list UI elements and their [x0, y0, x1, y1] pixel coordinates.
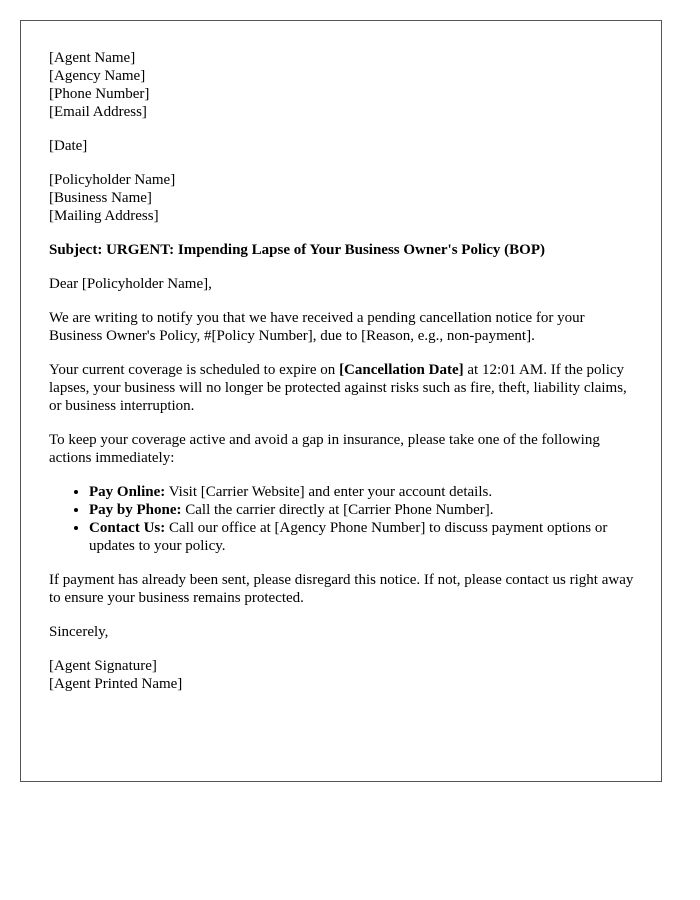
- action-text: Visit [Carrier Website] and enter your account details.: [165, 484, 493, 500]
- sender-phone-number: [Phone Number]: [49, 86, 150, 102]
- paragraph-notice: We are writing to notify you that we have received a pending cancellation notice for your Business Owner's Policy, #[Policy Number], due to [Reason, e.g., non-payment].: [49, 310, 585, 344]
- salutation: Dear [Policyholder Name],: [49, 276, 212, 292]
- recipient-business-name: [Business Name]: [49, 190, 152, 206]
- agent-printed-name: [Agent Printed Name]: [49, 676, 183, 692]
- coverage-text-after: at 12:01 AM. If the policy lapses, your business will no longer be protected against risks such as fire, theft, liability claims, or business interruption.: [49, 362, 627, 414]
- closing: Sincerely,: [49, 624, 109, 640]
- action-item-contact-us: [89, 519, 639, 555]
- subject-line: Subject: URGENT: Impending Lapse of Your Business Owner's Policy (BOP): [49, 242, 546, 258]
- actions-list: [49, 483, 639, 555]
- action-text: Call our office at [Agency Phone Number] to discuss payment options or updates to your policy.: [89, 520, 608, 554]
- cancellation-date: [Cancellation Date]: [339, 362, 464, 378]
- date-block: [49, 137, 639, 155]
- action-item-pay-by-phone: [89, 501, 639, 519]
- recipient-block: [49, 171, 639, 225]
- action-text: Call the carrier directly at [Carrier Phone Number].: [181, 502, 494, 518]
- recipient-mailing-address: [Mailing Address]: [49, 208, 159, 224]
- letter-date: [Date]: [49, 138, 88, 154]
- paragraph-coverage: [49, 361, 639, 415]
- signature-block: [49, 657, 639, 693]
- coverage-text-before: Your current coverage is scheduled to expire on: [49, 362, 340, 378]
- sender-agent-name: [Agent Name]: [49, 50, 136, 66]
- recipient-policyholder-name: [Policyholder Name]: [49, 172, 176, 188]
- sender-block: [49, 49, 639, 121]
- letter-content: [49, 49, 639, 709]
- action-item-pay-online: [89, 483, 639, 501]
- paragraph-actions-intro: To keep your coverage active and avoid a gap in insurance, please take one of the following actions immediately:: [49, 432, 600, 466]
- sender-email-address: [Email Address]: [49, 104, 147, 120]
- action-label: Pay by Phone:: [89, 502, 182, 518]
- agent-signature: [Agent Signature]: [49, 658, 157, 674]
- paragraph-disregard: If payment has already been sent, please disregard this notice. If not, please contact us right away to ensure your business remains protected.: [49, 572, 634, 606]
- action-label: Pay Online:: [89, 484, 166, 500]
- letter-page: [20, 20, 662, 782]
- sender-agency-name: [Agency Name]: [49, 68, 146, 84]
- action-label: Contact Us:: [89, 520, 166, 536]
